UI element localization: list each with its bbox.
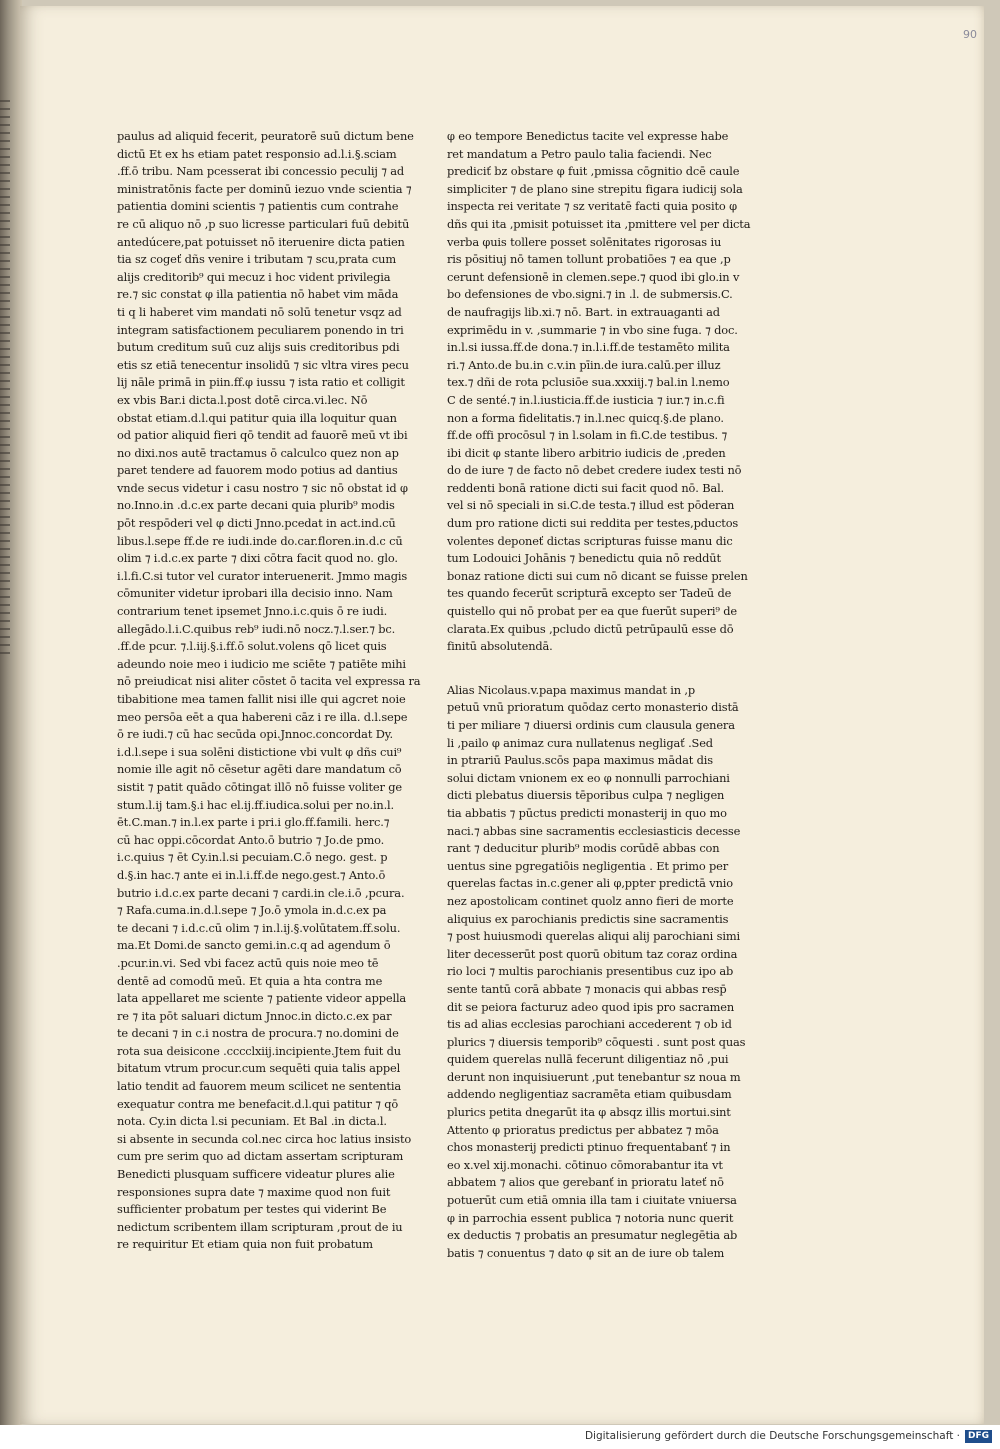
text-line: dentē ad comodū meū. Et quia a hta contra me <box>117 973 383 988</box>
text-line: ti q li haberet vim mandati nō solū tenetur vsqz ad <box>117 304 402 319</box>
text-line: rant ⁊ deducitur plurib⁹ modis corūdē abbas con <box>447 841 720 856</box>
text-line: od patior aliquid fieri qō tendit ad fauorē meū vt ibi <box>117 428 408 443</box>
text-line: olim ⁊ i.d.c.ex parte ⁊ dixi cōtra facit quod no. glo. <box>117 551 398 566</box>
text-line: tibabitione mea tamen fallit nisi ille qui agcret noie <box>117 692 406 706</box>
text-line: rio loci ⁊ multis parochianis presentibus cuz ipo ab <box>447 964 734 979</box>
text-line: .ff.de pcur. ⁊.l.iij.§.i.ff.ō solut.volens qō licet quis <box>117 639 387 654</box>
text-line: ris pōsitiuj nō tamen tollunt probatiōes ⁊ ea que ,p <box>447 252 731 267</box>
right-column-paragraph-1 <box>447 128 751 656</box>
text-line: volentes deponeť dictas scripturas fuisse manu dic <box>447 533 733 548</box>
text-line: exprimēdu in v. ,summarie ⁊ in vbo sine fuga. ⁊ doc. <box>447 322 738 337</box>
text-line: li ,pailo φ animaz cura nullatenus negligať .Sed <box>447 735 713 750</box>
text-line: ex deductis ⁊ probatis an presumatur neglegētia ab <box>447 1228 738 1243</box>
text-line: paret tendere ad fauorem modo potius ad dantius <box>117 463 398 478</box>
text-line: nedictum scribentem illam scripturam ,prout de iu <box>117 1219 403 1234</box>
text-line: quidem querelas nullā fecerunt diligentiaz nō ,pui <box>447 1052 729 1067</box>
text-line: tex.⁊ dñi de rota pclusiōe sua.xxxiij.⁊ bal.in l.nemo <box>447 375 730 390</box>
text-line: contrarium tenet ipsemet Jnno.i.c.quis ō re iudi. <box>117 604 388 619</box>
text-line: re requiritur Et etiam quia non fuit probatum <box>117 1237 373 1252</box>
text-line: patientia domini scientis ⁊ patientis cum contrahe <box>117 199 399 214</box>
text-line: tum Lodouici Johānis ⁊ benedictu quia nō reddūt <box>447 551 721 566</box>
text-line: butum creditum suū cuz alijs suis creditoribus pdi <box>117 340 400 355</box>
text-line: cum pre serim quo ad dictam assertam scripturam <box>117 1149 404 1164</box>
text-line: .pcur.in.vi. Sed vbi facez actū quis noie meo tē <box>117 955 379 970</box>
text-line: d.§.in hac.⁊ ante ei in.l.i.ff.de nego.gest.⁊ Anto.ō <box>117 867 386 882</box>
text-line: antedúcere,pat potuisset nō iteruenire dicta patien <box>117 234 405 249</box>
text-line: non a forma fidelitatis.⁊ in.l.nec quicq.§.de plano. <box>447 410 724 425</box>
text-line: ministratōnis facte per dominū iezuo vnde scientia ⁊ <box>117 181 412 196</box>
text-line: i.d.l.sepe i sua solēni distictione vbi vult φ dñs cui⁹ <box>117 744 402 759</box>
text-line: ēt.C.man.⁊ in.l.ex parte i pri.i glo.ff.famili. herc.⁊ <box>117 815 390 830</box>
text-line: ff.de offi procōsul ⁊ in l.solam in fi.C.de testibus. ⁊ <box>447 428 728 443</box>
text-line: φ eo tempore Benedictus tacite vel expresse habe <box>447 129 729 143</box>
text-line: bo defensiones de vbo.signi.⁊ in .l. de submersis.C. <box>447 287 733 302</box>
text-line: ex vbis Bar.i dicta.l.post dotē circa.vi.lec. Nō <box>117 392 368 407</box>
text-line: no dixi.nos autē tractamus ō calculco quez non ap <box>117 445 399 460</box>
text-line: ⁊ Rafa.cuma.in.d.l.sepe ⁊ Jo.ō ymola in.d.c.ex pa <box>117 903 387 918</box>
text-line: Alias Nicolaus.v.papa maximus mandat in ,p <box>447 682 696 697</box>
folio-mark: 90 <box>963 28 977 41</box>
text-line: dum pro ratione dicti sui reddita per testes,pductos <box>447 516 739 531</box>
text-line: sufficienter probatum per testes qui viderint Be <box>117 1202 387 1217</box>
text-line: reddenti bonā ratione dicti sui facit quod nō. Bal. <box>447 480 725 495</box>
text-line: ō re iudi.⁊ cū hac secūda opi.Jnnoc.concordat Dy. <box>117 727 393 742</box>
text-line: dñs qui ita ,pmisit potuisset ita ,pmittere vel per dicta <box>447 216 751 231</box>
text-line: ret mandatum a Petro paulo talia faciendi. Nec <box>447 146 712 161</box>
text-line: adeundo noie meo i iudicio me sciēte ⁊ patiēte mihi <box>117 656 406 671</box>
text-line: uentus sine pgregatiōis negligentia . Et primo per <box>447 858 729 873</box>
funding-notice: Digitalisierung gefördert durch die Deutsche Forschungsgemeinschaft · <box>584 1430 960 1442</box>
text-line: Attento φ prioratus predictus per abbatez ⁊ mōa <box>447 1122 719 1137</box>
text-line: dictū Et ex hs etiam patet responsio ad.l.i.§.sciam <box>117 146 397 161</box>
text-line: ti per miliare ⁊ diuersi ordinis cum clausula genera <box>447 718 735 732</box>
text-line: simpliciter ⁊ de plano sine strepitu figara iudicij sola <box>447 181 743 196</box>
text-line: eo x.vel xij.monachi. cōtinuo cōmorabantur ita vt <box>447 1157 723 1172</box>
text-line: exequatur contra me benefacit.d.l.qui patitur ⁊ qō <box>117 1096 399 1111</box>
text-line: querelas factas in.c.gener ali φ,ppter predictā vnio <box>447 876 733 891</box>
text-line: i.l.fi.C.si tutor vel curator interuenerit. Jmmo magis <box>117 568 408 583</box>
text-line: butrio i.d.c.ex parte decani ⁊ cardi.in cle.i.ō ,pcura. <box>117 885 405 900</box>
paragraph-gap <box>447 656 735 682</box>
text-line: ibi dicit φ stante libero arbitrio iudicis de ,preden <box>447 445 726 460</box>
text-line: derunt non inquisiuerunt ,put tenebantur sz noua m <box>447 1069 741 1084</box>
text-line: lij nāle primā in piin.ff.φ iussu ⁊ ista ratio et colligit <box>117 375 405 390</box>
text-line: finitū absolutendā. <box>447 639 553 654</box>
text-line: tes quando fecerūt scripturā excepto ser Tadeū de <box>447 586 732 601</box>
text-line: prediciť bz obstare φ fuit ,pmissa cōgnitio dcē caule <box>447 164 740 179</box>
text-line: tis ad alias ecclesias parochiani accederent ⁊ ob id <box>447 1017 732 1032</box>
text-line: ri.⁊ Anto.de bu.in c.v.in pīin.de iura.calū.per illuz <box>447 357 721 372</box>
text-line: pōt respōderi vel φ dicti Jnno.pcedat in act.ind.cū <box>117 516 396 531</box>
text-line: de naufragijs lib.xi.⁊ nō. Bart. in extrauaganti ad <box>447 304 720 319</box>
text-line: potuerūt cum etiā omnia illa tam i ciuitate vniuersa <box>447 1193 737 1208</box>
text-line: re cū aliquo nō ,p suo licresse particulari fuū debitū <box>117 216 410 231</box>
text-line: re.⁊ sic constat φ illa patientia nō habet vim māda <box>117 287 399 302</box>
text-line: no.Inno.in .d.c.ex parte decani quia plurib⁹ modis <box>117 498 395 513</box>
right-column-paragraph-2 <box>447 682 746 1263</box>
text-line: responsiones supra date ⁊ maxime quod non fuit <box>117 1184 391 1199</box>
text-line: alijs creditorib⁹ qui mecuz i hoc vident privilegia <box>117 269 391 284</box>
text-line: do de iure ⁊ de facto nō debet credere iudex testi nō <box>447 463 742 478</box>
text-line: lata appellaret me sciente ⁊ patiente videor appella <box>117 991 407 1006</box>
text-line: batis ⁊ conuentus ⁊ dato φ sit an de iure ob talem <box>447 1245 725 1260</box>
left-text-column <box>117 128 421 1254</box>
text-line: Benedicti plusquam sufficere videatur plures alie <box>117 1167 395 1182</box>
text-line: addendo negligentiaz sacramēta etiam quibusdam <box>447 1087 732 1102</box>
text-line: vnde secus videtur i casu nostro ⁊ sic nō obstat id φ <box>117 480 408 495</box>
text-line: meo persōa eēt a qua habereni cāz i re illa. d.l.sepe <box>117 709 408 724</box>
text-line: i.c.quius ⁊ ēt Cy.in.l.si pecuiam.C.ō nego. gest. p <box>117 850 388 865</box>
digitization-footer <box>0 1425 1000 1449</box>
text-line: nota. Cy.in dicta l.si pecuniam. Et Bal .in dicta.l. <box>117 1114 387 1129</box>
text-line: dit se peiora facturuz adeo quod ipis pro sacramen <box>447 999 735 1014</box>
text-line: obstat etiam.d.l.qui patitur quia illa loquitur quan <box>117 410 397 425</box>
text-line: etis sz etiā tenecentur insolidū ⁊ sic vltra vires pecu <box>117 357 409 372</box>
text-line: integram satisfactionem peculiarem ponendo in tri <box>117 322 404 337</box>
text-line: abbatem ⁊ alios que gerebanť in prioratu lateť nō <box>447 1175 724 1190</box>
text-line: inspecta rei veritate ⁊ sz veritatē facti quia posito φ <box>447 199 737 214</box>
text-line: bitatum vtrum procur.cum sequēti quia talis appel <box>117 1061 401 1076</box>
text-line: te decani ⁊ in c.i nostra de procura.⁊ no.domini de <box>117 1026 399 1041</box>
text-line: cōmuniter videtur iprobari illa decisio inno. Nam <box>117 586 393 601</box>
text-line: cū hac oppi.cōcordat Anto.ō butrio ⁊ Jo.de pmo. <box>117 832 385 847</box>
text-line: liter decesserūt post quorū obitum taz coraz ordina <box>447 946 738 961</box>
text-line: C de senté.⁊ in.l.iusticia.ff.de iusticia ⁊ iur.⁊ in.c.fi <box>447 392 725 407</box>
text-line: nez apostolicam continet quolz anno fieri de morte <box>447 893 734 908</box>
text-line: solui dictam vnionem ex eo φ nonnulli parrochiani <box>447 770 730 785</box>
text-line: tia sz cogeť dñs venire i tributam ⁊ scu,prata cum <box>117 252 396 267</box>
text-line: allegādo.l.i.C.quibus reb⁹ iudi.nō nocz.⁊.l.ser.⁊ bc. <box>117 621 396 636</box>
text-line: verba φuis tollere posset solēnitates rigorosas iu <box>447 234 722 249</box>
text-line: aliquius ex parochianis predictis sine sacramentis <box>447 911 729 926</box>
text-line: rota sua deisicone .cccclxiij.incipiente.Jtem fuit du <box>117 1043 401 1058</box>
text-line: naci.⁊ abbas sine sacramentis ecclesiasticis decesse <box>447 823 741 838</box>
text-line: nomie ille agit nō cēsetur agēti dare mandatum cō <box>117 762 402 777</box>
text-line: ⁊ post huiusmodi querelas aliqui alij parochiani simi <box>447 929 740 944</box>
text-line: petuū vnū prioratum quōdaz certo monasterio distā <box>447 700 739 715</box>
text-line: latio tendit ad fauorem meum scilicet ne sententia <box>117 1079 401 1094</box>
text-line: cerunt defensionē in clemen.sepe.⁊ quod ibi glo.in v <box>447 269 740 284</box>
text-line: dicti plebatus diuersis tēporibus culpa ⁊ negligen <box>447 788 725 803</box>
text-line: in.l.si iussa.ff.de dona.⁊ in.l.i.ff.de testamēto milita <box>447 340 730 355</box>
text-line: quistello qui nō probat per ea que fuerūt superi⁹ de <box>447 604 738 619</box>
text-line: sistit ⁊ patit quādo cōtingat illō nō fuisse voliter ge <box>117 779 403 794</box>
text-line: ma.Et Domi.de sancto gemi.in.c.q ad agendum ō <box>117 938 391 953</box>
text-line: nō preiudicat nisi aliter cōstet ō tacita vel expressa ra <box>117 674 421 689</box>
facing-page-edge <box>0 100 10 660</box>
text-line: te decani ⁊ i.d.c.cū olim ⁊ in.l.ij.§.volūtatem.ff.solu. <box>117 920 401 935</box>
text-line: chos monasterij predicti ptinuo frequentabanť ⁊ in <box>447 1140 731 1155</box>
text-line: si absente in secunda col.nec circa hoc latius insisto <box>117 1131 412 1146</box>
text-line: in ptrariū Paulus.scōs papa maximus mādat dis <box>447 753 713 768</box>
text-line: libus.l.sepe ff.de re iudi.inde do.car.floren.in.d.c cū <box>117 533 403 548</box>
text-line: tia abbatis ⁊ pūctus predicti monasterij in quo mo <box>447 805 727 820</box>
text-line: plurics ⁊ diuersis temporib⁹ cōquesti . sunt post quas <box>447 1034 746 1049</box>
text-line: clarata.Ex quibus ,pcludo dictū petrūpaulū esse dō <box>447 621 734 636</box>
text-line: .ff.ō tribu. Nam pcesserat ibi concessio peculij ⁊ ad <box>117 164 405 179</box>
text-line: vel si nō speciali in si.C.de testa.⁊ illud est pōderan <box>447 498 735 513</box>
text-line: plurics petita dnegarūt ita φ absqz illis mortui.sint <box>447 1105 731 1120</box>
text-line: bonaz ratione dicti sui cum nō dicant se fuisse prelen <box>447 568 748 583</box>
text-line: sente tantū corā abbate ⁊ monacis qui abbas resp̄ <box>447 981 727 996</box>
text-line: paulus ad aliquid fecerit, peuratorē suū dictum bene <box>117 129 414 143</box>
text-line: re ⁊ ita pōt saluari dictum Jnnoc.in dicto.c.ex par <box>117 1008 392 1023</box>
text-line: stum.l.ij tam.§.i hac el.ij.ff.iudica.solui per no.in.l. <box>117 797 395 812</box>
dfg-logo: DFG <box>965 1430 992 1443</box>
text-line: φ in parrochia essent publica ⁊ notoria nunc querit <box>447 1210 734 1225</box>
right-text-column <box>447 128 751 1262</box>
